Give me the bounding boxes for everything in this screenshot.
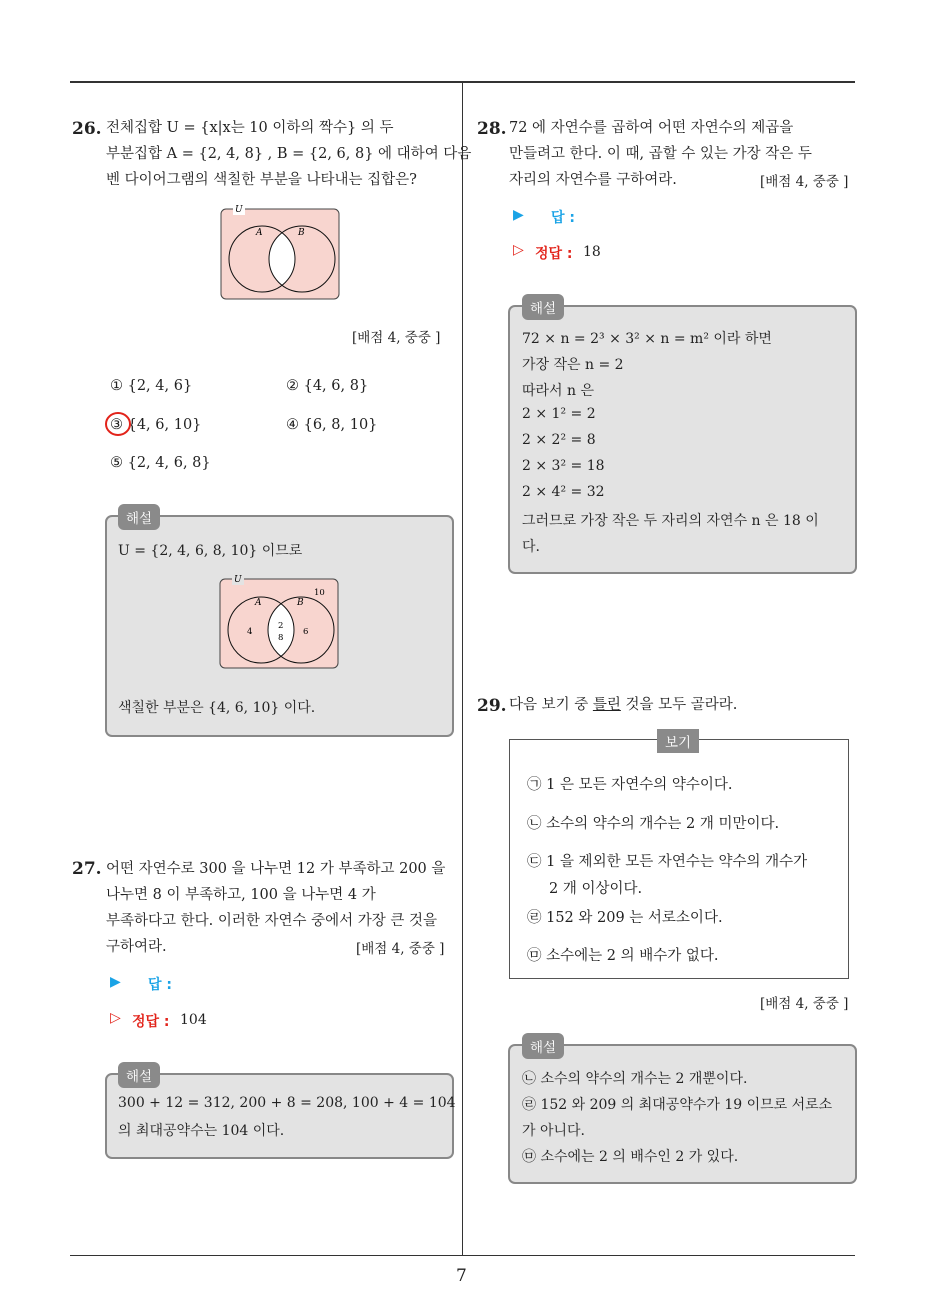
q28-solution-line-1: 72 × n = 2³ × 3² × n = m² 이라 하면 [522,331,772,347]
q26-choice-1[interactable]: ① {2, 4, 6} [110,378,193,394]
q29-solution-line-1: ㉡ 소수의 약수의 개수는 2 개뿐이다. [522,1071,748,1087]
q26-sol-venn-2: 2 [278,621,284,631]
q29-bogi-item-2: ㉡ 소수의 약수의 개수는 2 개 미만이다. [527,816,780,832]
q27-number: 27. [72,859,102,879]
q28-solution-line-3: 따라서 n 은 [522,383,595,399]
q26-sol-venn-u-label: U [234,575,242,585]
q26-sol-venn-a-label: A [255,598,262,608]
q26-choice-5[interactable]: ⑤ {2, 4, 6, 8} [110,455,211,471]
q28-line-2: 만들려고 한다. 이 때, 곱할 수 있는 가장 작은 두 [509,146,812,162]
q28-correct-label: 정답 : [535,246,573,262]
q28-solution-tag: 해설 [522,294,564,320]
q28-correct-arrow-icon: ▷ [513,242,524,258]
q27-correct-value: 104 [180,1012,207,1028]
q26-answer-circle-mark [103,410,133,438]
q29-bogi-item-5: ㉤ 소수에는 2 의 배수가 없다. [527,948,719,964]
q29-number: 29. [477,696,507,716]
q27-answer-arrow-icon: ▶ [110,974,121,990]
q28-solution-line-2: 가장 작은 n = 2 [522,357,624,373]
q26-venn-a-label: A [256,228,263,238]
q26-venn-b-label: B [298,228,305,238]
q26-solution-venn [216,574,342,672]
q27-solution-tag: 해설 [118,1062,160,1088]
q28-solution-line-9: 다. [522,539,540,555]
q28-solution-line-6: 2 × 3² = 18 [522,458,605,474]
q28-answer-arrow-icon: ▶ [513,207,524,223]
q27-score: [배점 4, 중중 ] [356,941,445,957]
q26-choice-4[interactable]: ④ {6, 8, 10} [286,417,378,433]
q26-sol-venn-6: 6 [303,627,309,637]
q26-score: [배점 4, 중중 ] [352,330,441,346]
q29-question [509,698,737,713]
q29-solution-tag: 해설 [522,1033,564,1059]
q28-solution-line-4: 2 × 1² = 2 [522,406,596,422]
q28-answer-label: 답 : [551,210,575,226]
q29-question-post: 것을 모두 골라라. [620,697,738,713]
q26-choice-3[interactable]: ③ {4, 6, 10} [110,417,202,433]
q27-correct-arrow-icon: ▷ [110,1010,121,1026]
q29-score: [배점 4, 중중 ] [760,996,849,1012]
bottom-rule [70,1255,855,1256]
q26-sol-venn-b-label: B [297,598,304,608]
q26-solution-tag: 해설 [118,504,160,530]
q29-solution-line-2: ㉣ 152 와 209 의 최대공약수가 19 이므로 서로소 [522,1097,833,1113]
q29-bogi-item-3-cont: 2 개 이상이다. [549,881,643,897]
q26-line-3: 벤 다이어그램의 색칠한 부분을 나타내는 집합은? [106,172,417,188]
q29-bogi-item-3: ㉢ 1 을 제외한 모든 자연수는 약수의 개수가 [527,854,808,870]
q26-sol-venn-8: 8 [278,633,284,643]
q29-bogi-item-1: ㉠ 1 은 모든 자연수의 약수이다. [527,777,733,793]
q28-solution-line-8: 그러므로 가장 작은 두 자리의 자연수 n 은 18 이 [522,513,819,529]
q27-answer-label: 답 : [148,977,172,993]
column-divider [462,83,463,1255]
q28-solution-line-7: 2 × 4² = 32 [522,484,605,500]
q27-line-1: 어떤 자연수로 300 을 나누면 12 가 부족하고 200 을 [106,861,446,877]
q27-correct-label: 정답 : [132,1014,170,1030]
q29-solution-line-4: ㉤ 소수에는 2 의 배수인 2 가 있다. [522,1149,739,1165]
q27-line-2: 나누면 8 이 부족하고, 100 을 나누면 4 가 [106,887,376,903]
q26-choice-2[interactable]: ② {4, 6, 8} [286,378,369,394]
q28-line-1: 72 에 자연수를 곱하여 어떤 자연수의 제곱을 [509,120,794,136]
q29-bogi-tag: 보기 [657,729,699,753]
q26-number: 26. [72,119,102,139]
q26-sol-venn-4: 4 [247,627,253,637]
q26-venn-u-label: U [235,205,243,215]
q27-solution-line-1: 300 + 12 = 312, 200 + 8 = 208, 100 + 4 = 104 [118,1095,456,1111]
q26-solution-line-2: 색칠한 부분은 {4, 6, 10} 이다. [118,700,316,716]
q29-bogi-item-4: ㉣ 152 와 209 는 서로소이다. [527,910,723,926]
q26-venn-diagram [218,204,342,302]
q28-solution-line-5: 2 × 2² = 8 [522,432,596,448]
q29-question-pre: 다음 보기 중 [509,697,593,713]
q28-correct-value: 18 [583,244,601,260]
q26-line-1: 전체집합 U = {x|x는 10 이하의 짝수} 의 두 [106,120,394,136]
q28-line-3: 자리의 자연수를 구하여라. [509,172,677,188]
q26-line-2: 부분집합 A = {2, 4, 8} , B = {2, 6, 8} 에 대하여 다음 [106,146,472,162]
page-number: 7 [456,1266,467,1286]
q28-number: 28. [477,119,507,139]
q29-question-underlined: 틀린 [592,697,621,713]
q27-solution-line-2: 의 최대공약수는 104 이다. [118,1123,285,1139]
q26-solution-line-1: U = {2, 4, 6, 8, 10} 이므로 [118,543,303,559]
q27-line-4: 구하여라. [106,939,167,955]
q26-sol-venn-10: 10 [314,588,325,598]
q27-line-3: 부족하다고 한다. 이러한 자연수 중에서 가장 큰 것을 [106,913,438,929]
q28-score: [배점 4, 중중 ] [760,174,849,190]
q29-solution-line-3: 가 아니다. [522,1123,585,1139]
